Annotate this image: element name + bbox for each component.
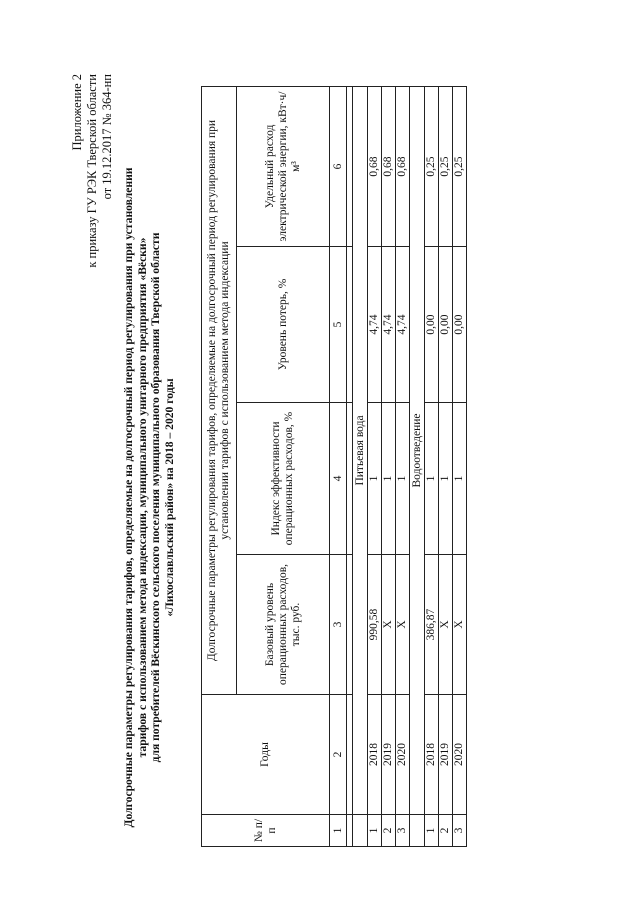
cell-losses: 4,74 bbox=[368, 247, 382, 403]
annex-line-3: от 19.12.2017 № 364-нп bbox=[100, 74, 114, 200]
cell-losses: 4,74 bbox=[396, 247, 410, 403]
cell-year: 2019 bbox=[439, 695, 453, 815]
header-years: Годы bbox=[202, 695, 330, 815]
table-row bbox=[368, 86, 382, 846]
annex-line-1: Приложение 2 bbox=[70, 74, 84, 151]
column-numbers-row bbox=[330, 86, 347, 846]
cell-efficiency: 1 bbox=[382, 403, 396, 555]
header-energy: Удельный расход электрической энергии, кВт·ч/м³ bbox=[237, 86, 330, 246]
annex-line-2: к приказу ГУ РЭК Тверской области bbox=[85, 74, 99, 268]
title-line-1: Долгосрочные параметры регулирования тарифов, определяемые на долгосрочный период регулирования при установлении bbox=[122, 167, 135, 828]
header-num: № п/п bbox=[202, 815, 330, 847]
cell-energy: 0,25 bbox=[425, 86, 439, 246]
cell-base-level: Х bbox=[453, 555, 467, 695]
cell-base-level: 386,87 bbox=[425, 555, 439, 695]
section-title: Водоотведение bbox=[410, 86, 425, 814]
annex-block bbox=[70, 74, 115, 454]
cell-energy: 0,68 bbox=[396, 86, 410, 246]
title-line-2: тарифов с использованием метода индексации, муниципального унитарного предприятия «Вёски» bbox=[135, 237, 149, 758]
cell-efficiency: 1 bbox=[453, 403, 467, 555]
column-number: 5 bbox=[330, 247, 347, 403]
section-row-drinking-water bbox=[353, 86, 368, 846]
column-number: 2 bbox=[330, 695, 347, 815]
cell-num: 1 bbox=[425, 815, 439, 847]
header-group: Долгосрочные параметры регулирования тарифов, определяемые на долгосрочный период регулирования при установлении тарифов с использованием метода индексации bbox=[202, 86, 237, 694]
section-row-wastewater bbox=[410, 86, 425, 846]
table-row bbox=[396, 86, 410, 846]
header-losses: Уровень потерь, % bbox=[237, 247, 330, 403]
cell-base-level: Х bbox=[396, 555, 410, 695]
cell-efficiency: 1 bbox=[396, 403, 410, 555]
cell-year: 2018 bbox=[425, 695, 439, 815]
section-title: Питьевая вода bbox=[353, 86, 368, 814]
cell-year: 2020 bbox=[396, 695, 410, 815]
table-row bbox=[382, 86, 396, 846]
cell-losses: 0,00 bbox=[425, 247, 439, 403]
cell-base-level: Х bbox=[382, 555, 396, 695]
title-line-3: для потребителей Вёскинского сельского поселения муниципального образования Тверской области bbox=[149, 232, 162, 763]
header-efficiency: Индекс эффективности операционных расходов, % bbox=[237, 403, 330, 555]
parameters-table bbox=[201, 86, 467, 847]
cell-energy: 0,68 bbox=[382, 86, 396, 246]
cell-energy: 0,25 bbox=[439, 86, 453, 246]
cell-year: 2020 bbox=[453, 695, 467, 815]
table-header-row bbox=[202, 86, 237, 846]
cell-efficiency: 1 bbox=[439, 403, 453, 555]
cell-energy: 0,25 bbox=[453, 86, 467, 246]
table-row bbox=[425, 86, 439, 846]
cell-num: 3 bbox=[396, 815, 410, 847]
column-number: 6 bbox=[330, 86, 347, 246]
cell-year: 2018 bbox=[368, 695, 382, 815]
cell-num: 2 bbox=[439, 815, 453, 847]
cell-energy: 0,68 bbox=[368, 86, 382, 246]
cell-num: 2 bbox=[382, 815, 396, 847]
column-number: 3 bbox=[330, 555, 347, 695]
header-base-level: Базовый уровень операционных расходов, тыс. руб. bbox=[237, 555, 330, 695]
column-number: 4 bbox=[330, 403, 347, 555]
cell-efficiency: 1 bbox=[368, 403, 382, 555]
column-number: 1 bbox=[330, 815, 347, 847]
cell-base-level: Х bbox=[439, 555, 453, 695]
cell-losses: 4,74 bbox=[382, 247, 396, 403]
table-row bbox=[453, 86, 467, 846]
cell-num: 3 bbox=[453, 815, 467, 847]
table-row bbox=[439, 86, 453, 846]
document-title bbox=[122, 130, 176, 865]
cell-year: 2019 bbox=[382, 695, 396, 815]
title-line-4: «Лихославльский район» на 2018 – 2020 годы bbox=[162, 378, 176, 617]
cell-base-level: 990,58 bbox=[368, 555, 382, 695]
cell-num: 1 bbox=[368, 815, 382, 847]
cell-losses: 0,00 bbox=[453, 247, 467, 403]
cell-efficiency: 1 bbox=[425, 403, 439, 555]
cell-losses: 0,00 bbox=[439, 247, 453, 403]
